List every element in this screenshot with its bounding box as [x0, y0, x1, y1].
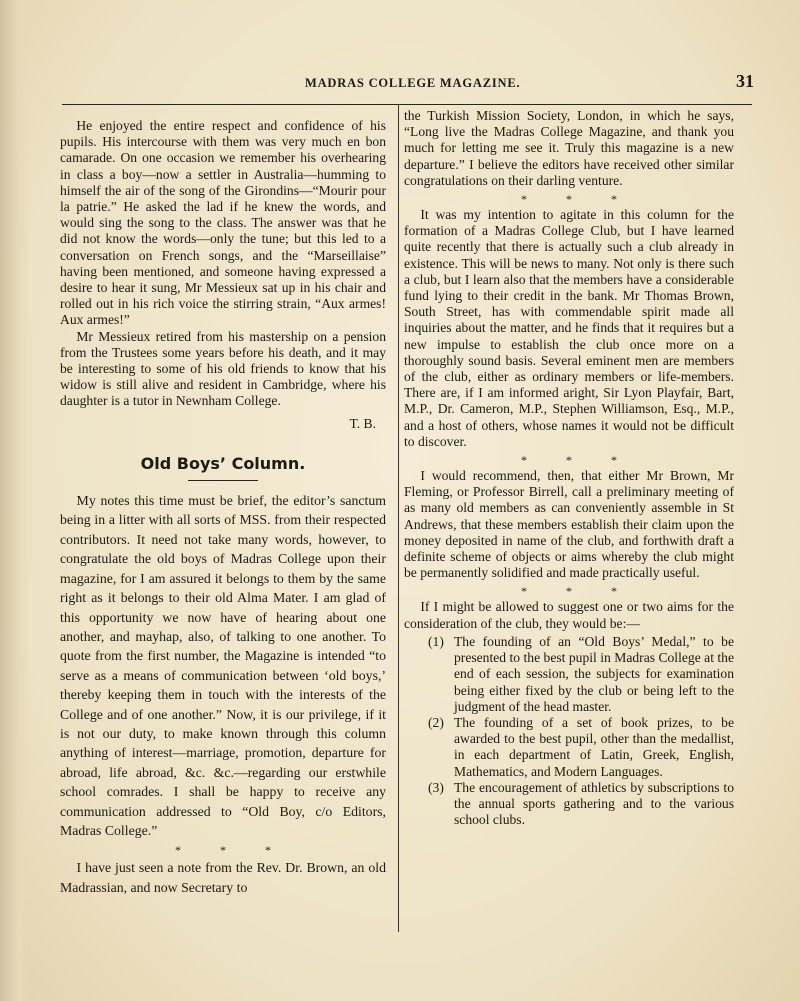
section-title: Old Boys’ Column.: [140, 453, 306, 473]
left-column: [60, 118, 386, 897]
page-binding-shadow: [0, 0, 30, 1001]
old-boys-paragraph-2: I have just seen a note from the Rev. Dr. Brown, an old Madrassian, and now Secretary to: [60, 860, 386, 895]
continuation-paragraph: the Turkish Mission Society, London, in which he says, “Long live the Madras College Magazine, and thank you much for letting me see it. Truly this magazine is a new departure.” I believe the editors have received other similar congratulations on their darling venture.: [404, 108, 734, 188]
list-item: [404, 715, 734, 780]
old-boys-column-body: [60, 491, 386, 897]
running-title: MADRAS COLLEGE MAGAZINE.: [305, 76, 521, 90]
list-item-number: (3): [428, 779, 444, 795]
column-divider: [398, 104, 399, 932]
section-stars: * * *: [175, 843, 289, 858]
club-paragraph: It was my intention to agitate in this column for the formation of a Madras College Club, but I have learned quite recently that there is actually such a club already in existence. This will be news to many. Not only is there such a club, but I learn also that the members have a considerable fund lying to their credit in the bank. Mr Thomas Brown, South Street, has with commendable spirit made all inquiries about the matter, and he finds that it requires but a new impulse to establish the club once more on a thoroughly sound basis. Several eminent men are members of the club, either as ordinary members or life-members. There are, if I am informed aright, Sir Lyon Playfair, Bart, M.P., Dr. Cameron, M.P., Stephen Williamson, Esq., M.P., and a host of others, whose names it would not be difficult to discover.: [404, 207, 734, 449]
aims-intro: If I might be allowed to suggest one or two aims for the consideration of the club, they would be:—: [404, 599, 734, 631]
section-stars: * * *: [521, 584, 635, 599]
intro-paragraph-1: He enjoyed the entire respect and confidence of his pupils. His intercourse with them was very much en bon camarade. On one occasion we remember his overhearing in class a boy—now a settler in Australia—humming to himself the air of the song of the Girondins—“Mourir pour la patrie.” He asked the lad if he knew the words, and would sing the song to the class. The answer was that he did not know the words—only the tune; but this led to a conversation on French songs, and the “Marseillaise” having been mentioned, and someone having expressed a desire to hear it sung, Mr Messieux sat up in his chair and rolled out in his rich voice the stirring strain, “Aux armes! Aux armes!”: [60, 118, 386, 328]
aims-list: [404, 634, 734, 828]
section-title-rule: [188, 480, 258, 481]
list-item: [404, 634, 734, 715]
list-item: [404, 780, 734, 829]
page-number: 31: [736, 71, 754, 91]
intro-paragraph-2: Mr Messieux retired from his mastership on a pension from the Trustees some years before his death, and it may be interesting to some of his old friends to know that his widow is still alive and resident in Cambridge, where his daughter is a tutor in Newnham College.: [60, 328, 386, 409]
right-column: [404, 108, 734, 828]
signature: T. B.: [349, 415, 376, 431]
old-boys-paragraph-1: My notes this time must be brief, the editor’s sanctum being in a litter with all sorts of MSS. from their respected contributors. It need not take many words, however, to congratulate the old boys of Madras College upon their magazine, for I am assured it belongs to them by the same right as it belongs to their old Alma Mater. I am glad of this opportunity we now have of hearing about one another, and mayhap, also, of talking to one another. To quote from the first number, the Magazine is intended “to serve as a means of communication between ‘old boys,’ thereby keeping them in touch with the interests of the College and of one another.” Now, it is our privilege, if it is not our duty, to make known through this column anything of interest—marriage, promotion, departure for abroad, life abroad, &c. &c.—regarding our erstwhile school comrades. I shall be happy to receive any communication addressed to “Old Boy, c/o Editors, Madras College.”: [60, 493, 386, 838]
list-item-text: The founding of an “Old Boys’ Medal,” to be presented to the best pupil in Madras College at the end of each session, the subjects for examination being either fixed by the club or being left to the judgment of the head master.: [454, 633, 734, 714]
recommend-paragraph: I would recommend, then, that either Mr Brown, Mr Fleming, or Professor Birrell, call a preliminary meeting of as many old members as can conveniently assemble in St Andrews, that these members establish their claim upon the money deposited in name of the club, and forthwith draft a definite scheme of objects or aims whereby the club might be permanently solidified and made practically useful.: [404, 468, 734, 581]
section-stars: * * *: [521, 453, 635, 468]
list-item-number: (2): [428, 714, 444, 730]
header-rule: [62, 104, 752, 105]
list-item-number: (1): [428, 633, 444, 649]
list-item-text: The encouragement of athletics by subscriptions to the annual sports gathering and to the various school clubs.: [454, 779, 734, 828]
section-stars: * * *: [521, 192, 635, 207]
list-item-text: The founding of a set of book prizes, to be awarded to the best pupil, other than the medallist, in each department of Latin, Greek, English, Mathematics, and Modern Languages.: [454, 714, 734, 779]
